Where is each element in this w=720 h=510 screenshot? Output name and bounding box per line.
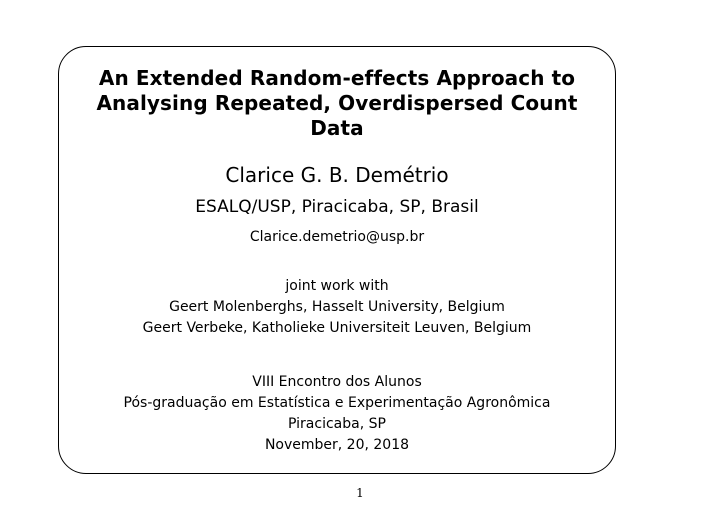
title-line: Analysing Repeated, Overdispersed Count — [96, 91, 578, 115]
joint-work-line: Geert Molenberghs, Hasselt University, Belgium — [169, 299, 505, 315]
author-affiliation: ESALQ/USP, Piracicaba, SP, Brasil — [195, 197, 479, 217]
slide-title — [58, 66, 616, 141]
joint-work-line: Geert Verbeke, Katholieke Universiteit Leuven, Belgium — [142, 320, 532, 336]
event-line: Piracicaba, SP — [288, 416, 386, 432]
event-line: VIII Encontro dos Alunos — [252, 374, 422, 390]
title-line: An Extended Random-effects Approach to — [98, 66, 576, 90]
event-line: November, 20, 2018 — [264, 437, 410, 453]
author-email: Clarice.demetrio@usp.br — [249, 229, 425, 245]
joint-work-block — [58, 276, 616, 339]
title-line: Data — [310, 116, 364, 140]
event-block — [58, 372, 616, 456]
author-name: Clarice G. B. Demétrio — [225, 163, 449, 187]
page-number: 1 — [356, 486, 364, 500]
joint-work-line: joint work with — [285, 278, 389, 294]
event-line: Pós-graduação em Estatística e Experimentação Agronômica — [123, 395, 551, 411]
